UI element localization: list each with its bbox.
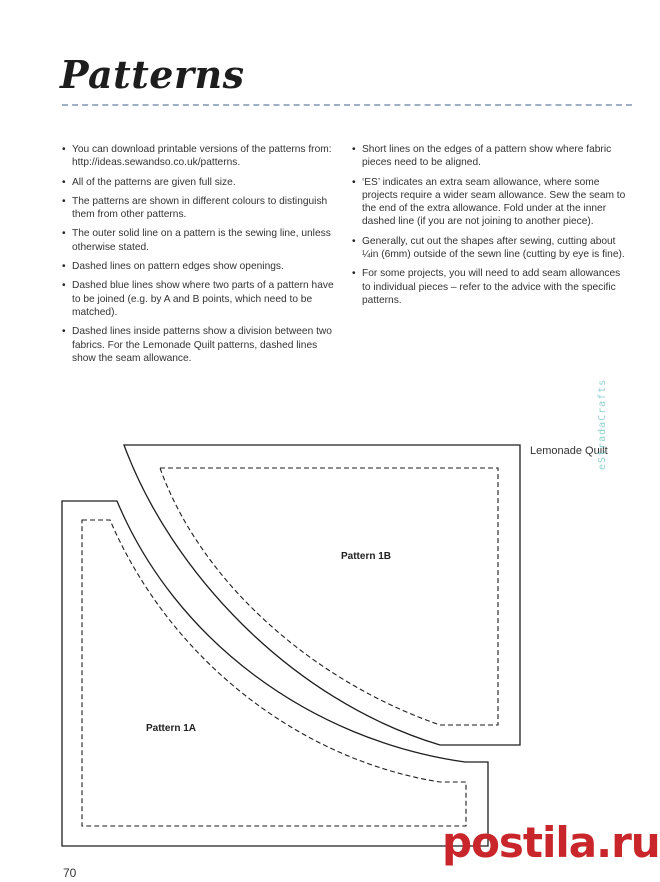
watermark-text: eStradaCrafts [597, 378, 608, 470]
list-item: • Dashed lines inside patterns show a division between two fabrics. For the Lemonade Quilt patterns, dashed lines show the seam allowance. [62, 325, 340, 365]
list-item: • For some projects, you will need to add seam allowances to individual pieces – refer to the advice with the specific patterns. [352, 267, 630, 307]
list-item: • The outer solid line on a pattern is the sewing line, unless otherwise stated. [62, 227, 340, 254]
pattern-1a-label: Pattern 1A [146, 723, 197, 734]
list-item: • Generally, cut out the shapes after sewing, cutting about ¼in (6mm) outside of the sewn line (cutting by eye is fine). [352, 235, 630, 262]
quilt-label: Lemonade Quilt [530, 445, 608, 457]
page-number: 70 [63, 866, 77, 880]
list-item: • The patterns are shown in different colours to distinguish them from other patterns. [62, 195, 340, 222]
pattern-1b-seam-line [160, 468, 498, 725]
list-item: • You can download printable versions of the patterns from: http://ideas.sewandso.co.uk/patterns. [62, 143, 340, 170]
list-item: • Short lines on the edges of a pattern show where fabric pieces need to be aligned. [352, 143, 630, 170]
list-item: • All of the patterns are given full size. [62, 176, 340, 189]
pattern-1b-label: Pattern 1B [341, 551, 392, 562]
postila-logo: postila.ru [442, 818, 660, 867]
list-item: • Dashed lines on pattern edges show openings. [62, 260, 340, 273]
pattern-1a-seam-line [82, 520, 466, 826]
list-item: • ‘ES’ indicates an extra seam allowance, where some projects require a wider seam allowance. Sew the seam to the end of the extra allowance. Fold under at the inner dashed line (if you are not joining to another piece). [352, 176, 630, 229]
page-title: Patterns [60, 52, 245, 97]
list-item: • Dashed blue lines show where two parts of a pattern have to be joined (e.g. by A and B points, which need to be matched). [62, 279, 340, 319]
pattern-1b-outline [124, 445, 520, 745]
